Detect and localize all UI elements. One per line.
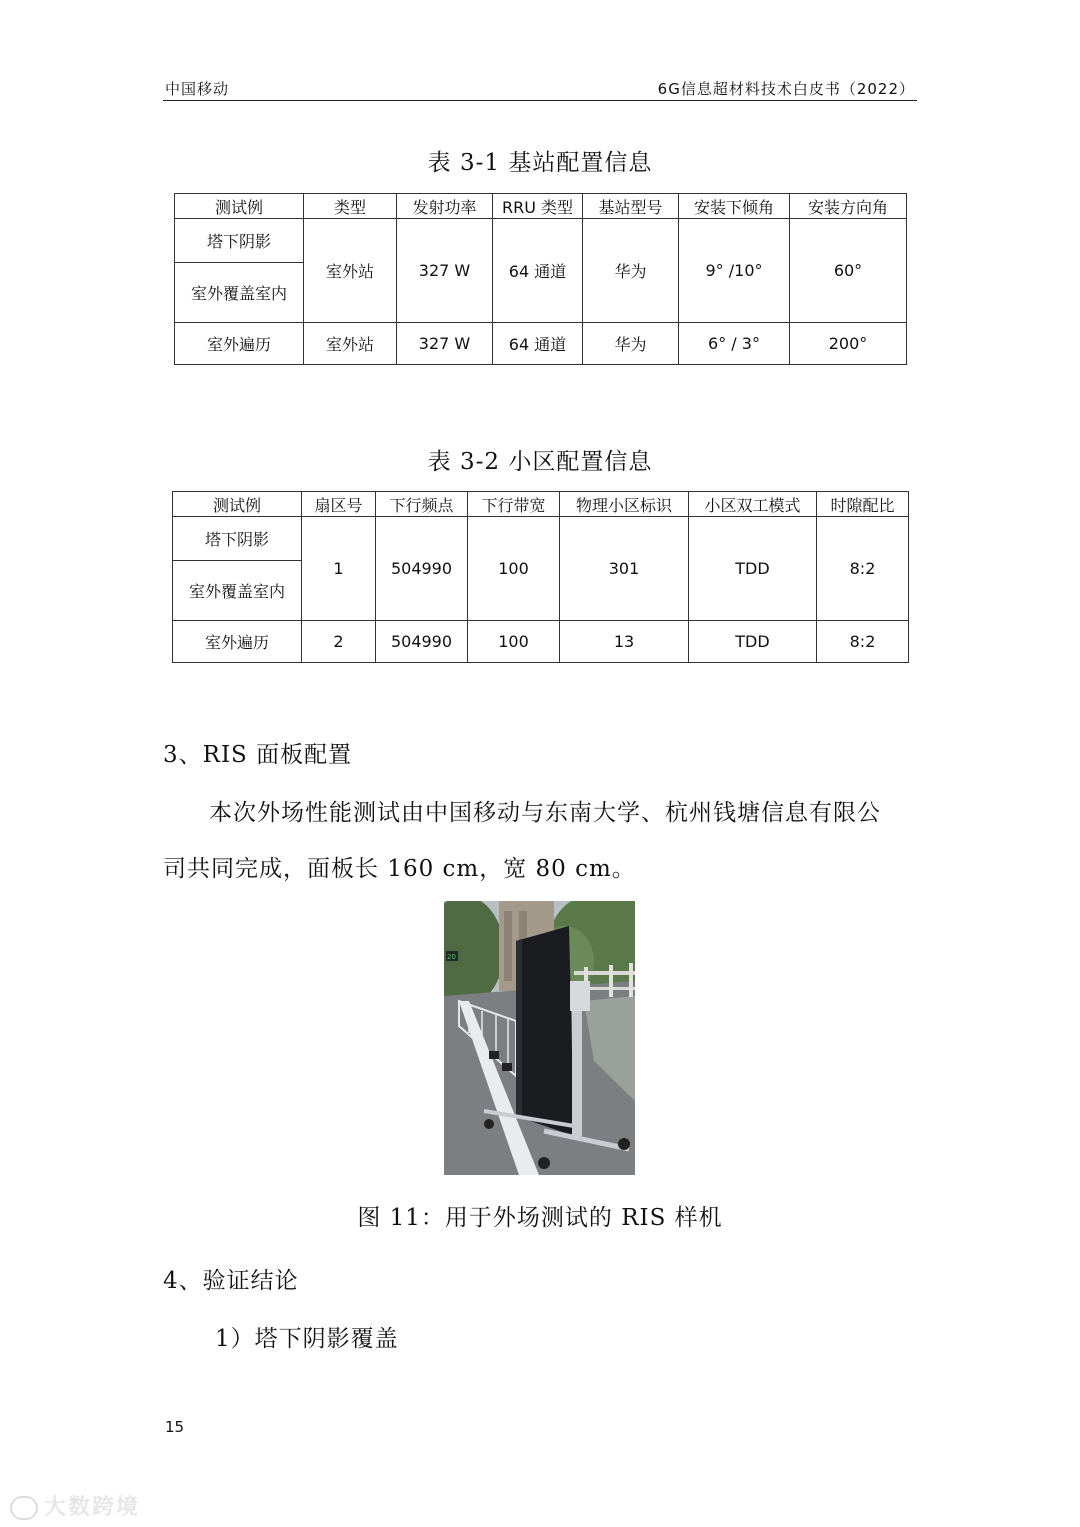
- table1-model: 华为: [583, 219, 679, 323]
- table1-header-row: [175, 194, 907, 219]
- table2-row3-case: 室外遍历: [173, 621, 302, 663]
- table1-caption: 表 3-1 基站配置信息: [427, 150, 653, 176]
- table1-col-azimuth: 安装方向角: [790, 194, 907, 219]
- section3-heading: 3、RIS 面板配置: [163, 742, 353, 768]
- header-left: 中国移动: [165, 80, 230, 98]
- table2-row3-pci: 13: [560, 621, 689, 663]
- table2-row3-freq: 504990: [376, 621, 468, 663]
- table1-azimuth: 60°: [790, 219, 907, 323]
- table-row: [175, 219, 907, 263]
- table2-bw: 100: [468, 517, 560, 621]
- table2-row3-sector: 2: [302, 621, 376, 663]
- table1-row3-type: 室外站: [304, 323, 397, 365]
- section3-paragraph-line2: 司共同完成，面板长 160 cm，宽 80 cm。: [163, 856, 636, 882]
- table1-row3-azimuth: 200°: [790, 323, 907, 365]
- table2-col-case: 测试例: [173, 492, 302, 517]
- table1-case-a: 塔下阴影: [175, 219, 304, 263]
- table1-row3-power: 327 W: [397, 323, 493, 365]
- header-right: 6G信息超材料技术白皮书（2022）: [657, 80, 915, 98]
- watermark-logo-icon: [10, 1496, 38, 1520]
- table1-power: 327 W: [397, 219, 493, 323]
- table2-col-bw: 下行带宽: [468, 492, 560, 517]
- table1-row3-rru: 64 通道: [493, 323, 583, 365]
- table2-row3-bw: 100: [468, 621, 560, 663]
- table1-col-rru: RRU 类型: [493, 194, 583, 219]
- table2-header-row: [173, 492, 909, 517]
- table1-rru: 64 通道: [493, 219, 583, 323]
- table-row: [175, 323, 907, 365]
- traffic-sign-number: 20: [447, 953, 456, 961]
- table2: [172, 491, 909, 663]
- figure-caption: 图 11：用于外场测试的 RIS 样机: [357, 1205, 723, 1231]
- table2-case-a: 塔下阴影: [173, 517, 302, 561]
- table1-row3-case: 室外遍历: [175, 323, 304, 365]
- table1-col-tilt: 安装下倾角: [679, 194, 790, 219]
- ris-prototype-photo: [444, 901, 635, 1175]
- table2-col-sector: 扇区号: [302, 492, 376, 517]
- watermark-text: 大数跨境: [44, 1495, 141, 1520]
- table1-col-power: 发射功率: [397, 194, 493, 219]
- table2-col-duplex: 小区双工模式: [689, 492, 817, 517]
- table1: [174, 193, 907, 365]
- table1-col-model: 基站型号: [583, 194, 679, 219]
- page-number: 15: [165, 1418, 185, 1436]
- table2-duplex: TDD: [689, 517, 817, 621]
- watermark: [10, 1490, 140, 1521]
- table2-row3-ratio: 8:2: [817, 621, 909, 663]
- table2-caption: 表 3-2 小区配置信息: [427, 449, 653, 475]
- table1-col-case: 测试例: [175, 194, 304, 219]
- table1-col-type: 类型: [304, 194, 397, 219]
- header-rule: [163, 100, 917, 101]
- table1-tilt: 9° /10°: [679, 219, 790, 323]
- table-row: [173, 621, 909, 663]
- table1-row3-tilt: 6° / 3°: [679, 323, 790, 365]
- section4-subheading: 1）塔下阴影覆盖: [215, 1326, 399, 1352]
- table2-ratio: 8:2: [817, 517, 909, 621]
- table2-col-ratio: 时隙配比: [817, 492, 909, 517]
- table2-col-freq: 下行频点: [376, 492, 468, 517]
- table1-type: 室外站: [304, 219, 397, 323]
- table2-pci: 301: [560, 517, 689, 621]
- table1-row3-model: 华为: [583, 323, 679, 365]
- section4-heading: 4、验证结论: [163, 1268, 299, 1294]
- table-row: [173, 517, 909, 561]
- table2-case-b: 室外覆盖室内: [173, 561, 302, 621]
- table2-sector: 1: [302, 517, 376, 621]
- table2-row3-duplex: TDD: [689, 621, 817, 663]
- table2-col-pci: 物理小区标识: [560, 492, 689, 517]
- section3-paragraph-line1: 本次外场性能测试由中国移动与东南大学、杭州钱塘信息有限公: [209, 800, 881, 826]
- table2-freq: 504990: [376, 517, 468, 621]
- table1-case-b: 室外覆盖室内: [175, 263, 304, 323]
